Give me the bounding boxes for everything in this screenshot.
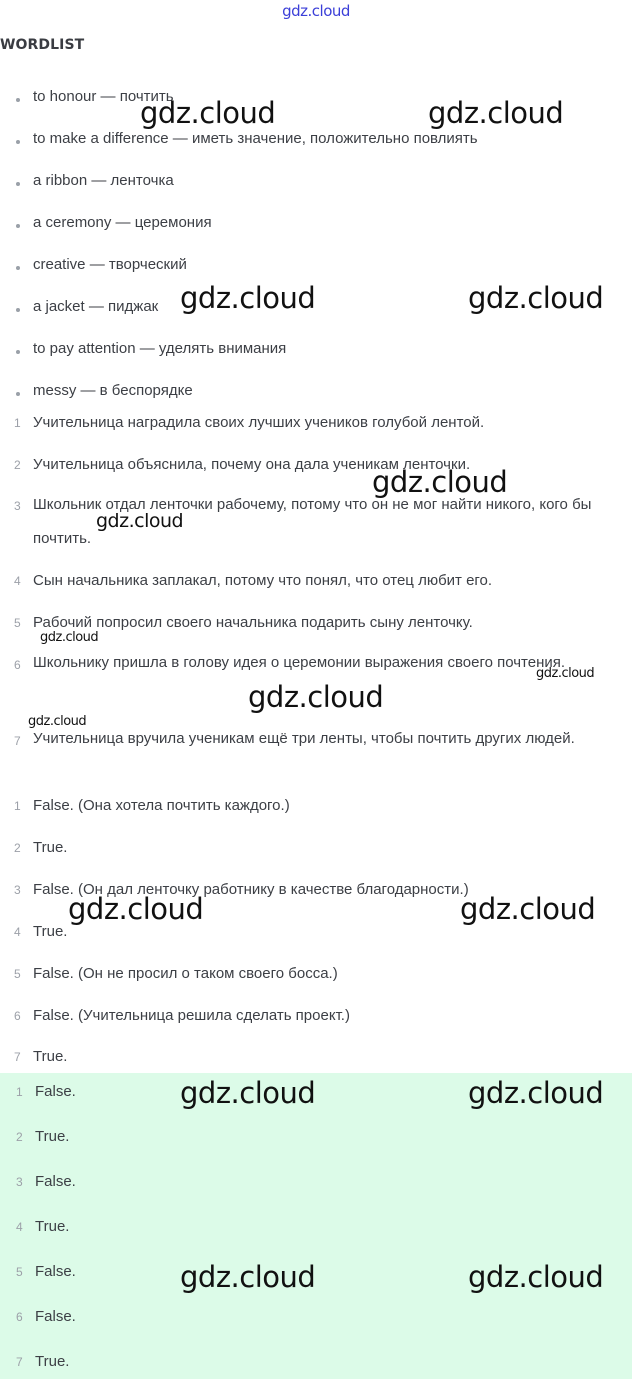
- watermark: gdz.cloud: [28, 714, 87, 729]
- watermark: gdz.cloud: [40, 630, 99, 645]
- item-number: 7: [14, 734, 21, 748]
- bullet-icon: [16, 266, 20, 270]
- watermark: gdz.cloud: [180, 281, 316, 315]
- item-number: 4: [16, 1220, 23, 1234]
- item-number: 2: [16, 1130, 23, 1144]
- wordlist-item: messy — в беспорядке: [33, 382, 193, 399]
- item-number: 3: [14, 883, 21, 897]
- answer-item: False. (Он не просил о таком своего босса.): [33, 965, 338, 982]
- item-number: 7: [16, 1355, 23, 1369]
- item-number: 3: [16, 1175, 23, 1189]
- sentence-item: Учительница наградила своих лучших учеников голубой лентой.: [33, 414, 485, 431]
- sentence-item: Школьнику пришла в голову идея о церемонии выражения своего почтения.: [33, 654, 566, 671]
- item-number: 2: [14, 458, 21, 472]
- short-answer-item: False.: [35, 1173, 76, 1190]
- answer-item: True.: [33, 1048, 68, 1065]
- sentence-item: Учительница вручила ученикам ещё три ленты, чтобы почтить других людей.: [33, 730, 575, 747]
- answer-item: True.: [33, 923, 68, 940]
- answer-item: False. (Он дал ленточку работнику в качестве благодарности.): [33, 881, 469, 898]
- wordlist-item: to pay attention — уделять внимания: [33, 340, 287, 357]
- sentence-item: Учительница объяснила, почему она дала ученикам ленточки.: [33, 456, 471, 473]
- short-answer-item: True.: [35, 1218, 70, 1235]
- bullet-icon: [16, 308, 20, 312]
- wordlist-heading: WORDLIST: [0, 37, 85, 53]
- watermark: gdz.cloud: [536, 666, 595, 681]
- item-number: 5: [16, 1265, 23, 1279]
- bullet-icon: [16, 140, 20, 144]
- short-answer-item: False.: [35, 1263, 76, 1280]
- item-number: 1: [14, 416, 21, 430]
- sentence-item: Рабочий попросил своего начальника подарить сыну ленточку.: [33, 614, 473, 631]
- wordlist-item: a ribbon — ленточка: [33, 172, 174, 189]
- short-answer-item: False.: [35, 1083, 76, 1100]
- answer-item: True.: [33, 839, 68, 856]
- item-number: 3: [14, 499, 21, 513]
- site-logo[interactable]: gdz.cloud: [282, 2, 350, 20]
- item-number: 2: [14, 841, 21, 855]
- item-number: 1: [16, 1085, 23, 1099]
- watermark: gdz.cloud: [180, 1076, 316, 1110]
- bullet-icon: [16, 350, 20, 354]
- short-answer-item: False.: [35, 1308, 76, 1325]
- item-number: 5: [14, 967, 21, 981]
- item-number: 5: [14, 616, 21, 630]
- watermark: gdz.cloud: [180, 1260, 316, 1294]
- bullet-icon: [16, 392, 20, 396]
- watermark: gdz.cloud: [460, 892, 596, 926]
- watermark: gdz.cloud: [96, 510, 184, 532]
- short-answer-item: True.: [35, 1128, 70, 1145]
- wordlist-item: a jacket — пиджак: [33, 298, 159, 315]
- watermark: gdz.cloud: [248, 680, 384, 714]
- item-number: 6: [14, 1009, 21, 1023]
- bullet-icon: [16, 224, 20, 228]
- short-answer-item: True.: [35, 1353, 70, 1370]
- sentence-item: Сын начальника заплакал, потому что понял, что отец любит его.: [33, 572, 493, 589]
- watermark: gdz.cloud: [468, 1076, 604, 1110]
- watermark: gdz.cloud: [428, 96, 564, 130]
- item-number: 7: [14, 1050, 21, 1064]
- answer-item: False. (Она хотела почтить каждого.): [33, 797, 290, 814]
- bullet-icon: [16, 98, 20, 102]
- sentence-item: Школьник отдал ленточки рабочему, потому что он не мог найти никого, кого бы почтить.: [33, 496, 592, 547]
- watermark: gdz.cloud: [372, 465, 508, 499]
- item-number: 1: [14, 799, 21, 813]
- watermark: gdz.cloud: [468, 281, 604, 315]
- bullet-icon: [16, 182, 20, 186]
- item-number: 6: [16, 1310, 23, 1324]
- wordlist-item: to honour — почтить: [33, 88, 174, 105]
- item-number: 6: [14, 658, 21, 672]
- watermark: gdz.cloud: [468, 1260, 604, 1294]
- wordlist-item: to make a difference — иметь значение, положительно повлиять: [33, 130, 478, 147]
- item-number: 4: [14, 925, 21, 939]
- item-number: 4: [14, 574, 21, 588]
- wordlist-item: creative — творческий: [33, 256, 187, 273]
- wordlist-item: a ceremony — церемония: [33, 214, 212, 231]
- watermark: gdz.cloud: [140, 96, 276, 130]
- watermark: gdz.cloud: [68, 892, 204, 926]
- answer-item: False. (Учительница решила сделать проект.): [33, 1007, 350, 1024]
